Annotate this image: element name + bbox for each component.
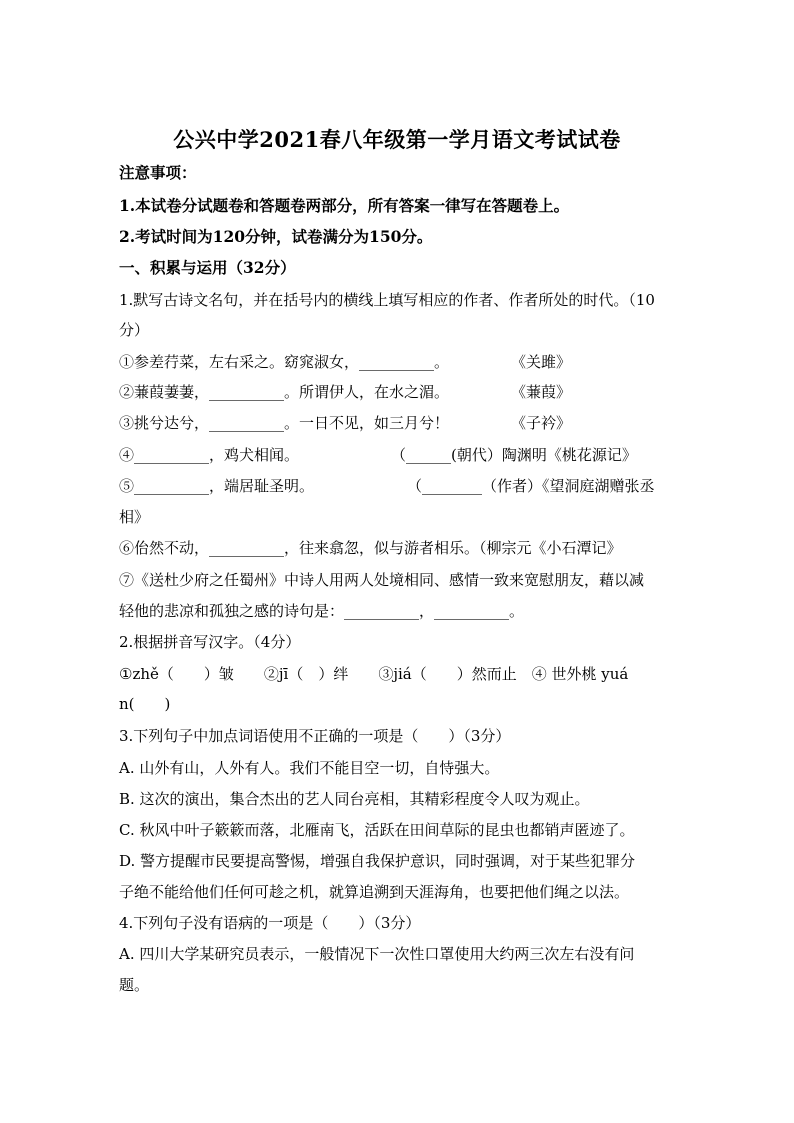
q1-item-text: ⑤__________，端居耻圣明。 (119, 477, 315, 495)
q1-item-6: ⑥佁然不动，__________，往来翕忽，似与游者相乐。（柳宗元《小石潭记》 (119, 539, 622, 557)
q1-item-3 (119, 413, 679, 433)
question-1-text-cont: 分） (119, 321, 150, 339)
q3-option-b: B. 这次的演出，集合杰出的艺人同台亮相，其精彩程度令人叹为观止。 (119, 790, 590, 808)
q1-item-text: ②蒹葭萋萋，__________。所谓伊人，在水之湄。 (119, 383, 450, 401)
q1-item-source: （______(朝代）陶渊明《桃花源记》 (391, 446, 637, 464)
q1-item-text: ①参差荇菜，左右采之。窈窕淑女，__________。 (119, 353, 450, 371)
section-heading: 一、积累与运用（32分） (119, 258, 296, 277)
notice-item-1: 1.本试卷分试题卷和答题卷两部分，所有答案一律写在答题卷上。 (119, 196, 570, 215)
q1-item-source: 《关雎》 (511, 353, 572, 371)
q3-option-d-cont: 子绝不能给他们任何可趁之机，就算追溯到天涯海角，也要把他们绳之以法。 (119, 883, 630, 901)
q3-option-a: A. 山外有山，人外有人。我们不能目空一切，自恃强大。 (119, 759, 500, 777)
question-1-text: 1.默写古诗文名句，并在括号内的横线上填写相应的作者、作者所处的时代。（10 (119, 291, 655, 309)
q1-item-7: ⑦《送杜少府之任蜀州》中诗人用两人处境相同、感情一致来宽慰朋友，藉以减 (119, 571, 645, 589)
q1-item-text: ③挑兮达兮，__________。一日不见，如三月兮！ (119, 414, 450, 432)
q1-item-text: ④__________，鸡犬相闻。 (119, 446, 300, 464)
question-3-text: 3.下列句子中加点词语使用不正确的一项是（ ）（3分） (119, 727, 511, 745)
q1-item-source: 《子衿》 (511, 414, 572, 432)
q1-item-5-cont: 相》 (119, 508, 150, 526)
notice-heading: 注意事项： (119, 163, 197, 182)
q2-pinyin-line-cont: n( ) (119, 695, 171, 713)
q1-item-source: （________（作者）《望洞庭湖赠张丞 (407, 477, 655, 495)
q3-option-c: C. 秋风中叶子簌簌而落，北雁南飞，活跃在田间草际的昆虫也都销声匿迹了。 (119, 821, 635, 839)
q2-pinyin-line: ①zhě（ ）皱 ②jī（ ）绊 ③jiá（ ）然而止 ④ 世外桃 yuá (119, 665, 629, 683)
q4-option-a: A. 四川大学某研究员表示，一般情况下一次性口罩使用大约两三次左右没有问 (119, 945, 635, 963)
question-4-text: 4.下列句子没有语病的一项是（ ）（3分） (119, 914, 421, 932)
q1-item-4 (119, 445, 679, 465)
q3-option-d: D. 警方提醒市民要提高警惕，增强自我保护意识，同时强调，对于某些犯罪分 (119, 852, 636, 870)
q1-item-7-cont: 轻他的悲凉和孤独之感的诗句是：__________，__________。 (119, 602, 525, 620)
notice-item-2: 2.考试时间为120分钟，试卷满分为150分。 (119, 227, 433, 246)
q4-option-a-cont: 题。 (119, 976, 150, 994)
question-2-text: 2.根据拼音写汉字。（4分） (119, 633, 301, 651)
q1-item-2 (119, 382, 679, 402)
q1-item-1 (119, 352, 679, 372)
q1-item-5 (119, 476, 679, 496)
q1-item-source: 《蒹葭》 (511, 383, 572, 401)
page-title: 公兴中学2021春八年级第一学月语文考试试卷 (173, 127, 621, 152)
